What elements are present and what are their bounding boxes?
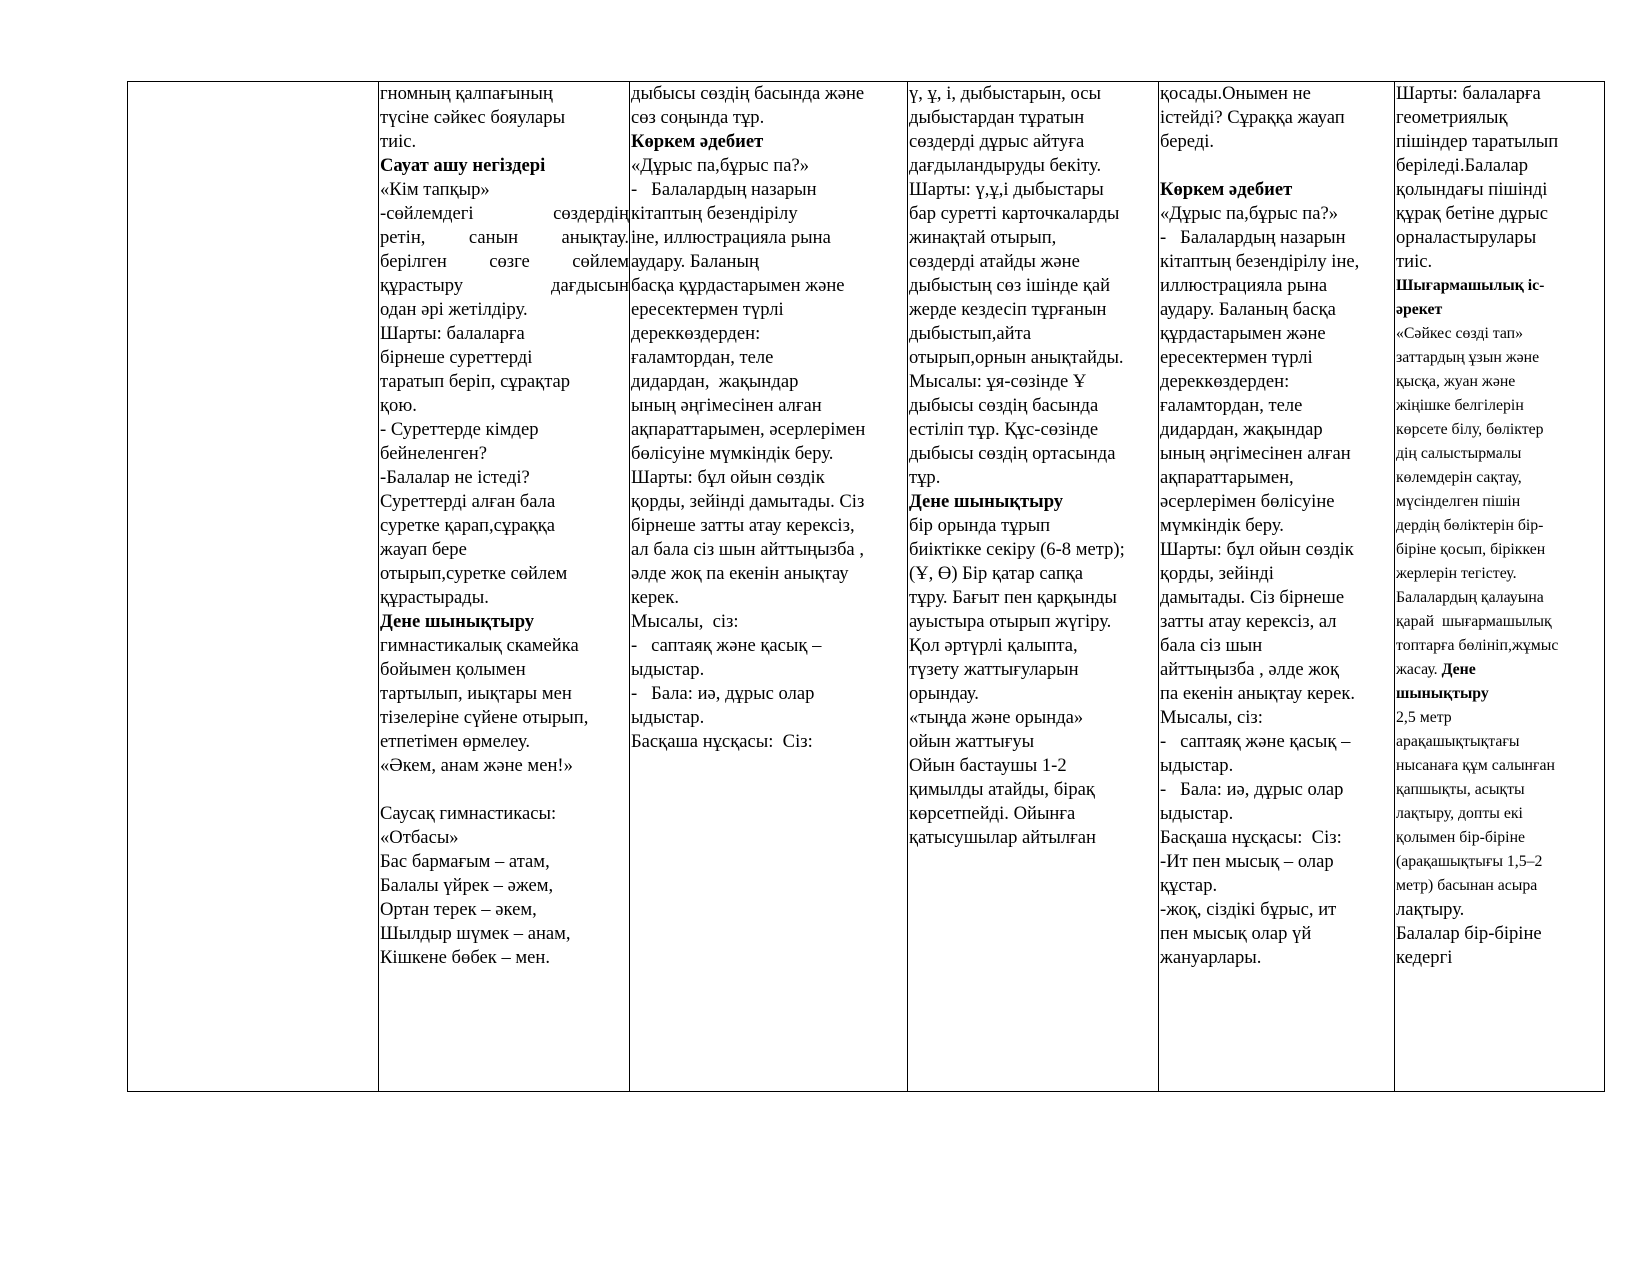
text-line: бір орында тұрып <box>909 515 1051 536</box>
text-line: дыбысы сөздің басында <box>909 395 1099 416</box>
text-line: «Кім тапқыр» <box>380 179 490 200</box>
text-line: берілген сөзге сөйлем <box>380 251 629 272</box>
text-line: ғаламтордан, теле <box>631 347 774 368</box>
text-line <box>380 778 629 802</box>
text-line: иллюстрацияла рына <box>1160 275 1328 296</box>
text-line: мүсінделген пішін <box>1396 493 1521 510</box>
text-line: қорды, зейінді дамытады. Сіз <box>631 491 865 512</box>
text-line: дереккөздерден: <box>1160 371 1290 392</box>
text-line: геометриялық <box>1396 107 1508 128</box>
text-line: орындау. <box>909 683 979 704</box>
text-line: дидардан, жақындар <box>631 371 799 392</box>
text-line: қысқа, жуан және <box>1396 373 1516 390</box>
text-line: лақтыру, допты екі <box>1396 805 1523 822</box>
text-line: (арақашықтығы 1,5–2 <box>1396 853 1543 870</box>
text-line: -жоқ, сіздікі бұрыс, ит <box>1160 899 1337 920</box>
text-line: дыбыстып,айта <box>909 323 1032 344</box>
text-line: метр) басынан асыра <box>1396 877 1538 894</box>
text-line: ақпараттарымен, әсерлерімен <box>631 419 866 440</box>
text-line: бірнеше суреттерді <box>380 347 533 368</box>
text-line: етпетімен өрмелеу. <box>380 731 530 752</box>
text-line: ересектермен түрлі <box>1160 347 1313 368</box>
text-line: Мысалы, сіз: <box>631 611 739 632</box>
text-line: құрастырады. <box>380 587 489 608</box>
text-line: Ойын бастаушы 1-2 <box>909 755 1067 776</box>
text-line: көрсетпейді. Ойынға <box>909 803 1076 824</box>
text-line: гномның қалпағының <box>380 83 553 104</box>
text-line: Сауат ашу негіздері <box>380 155 546 176</box>
text-line: Басқаша нұсқасы: Сіз: <box>631 731 813 752</box>
text-line: Қол әртүрлі қалыпта, <box>909 635 1078 656</box>
text-line: ойын жаттығуы <box>909 731 1035 752</box>
text-line: «Дұрыс па,бұрыс па?» <box>631 155 810 176</box>
text-line: құрдастарымен және <box>1160 323 1326 344</box>
text-line: шынықтыру <box>1396 685 1489 702</box>
text-line: көлемдерін сақтау, <box>1396 469 1522 486</box>
text-line: - Балалардың назарын <box>631 179 817 200</box>
text-line: қапшықты, асықты <box>1396 781 1525 798</box>
text-line: бейнеленген? <box>380 443 487 464</box>
text-line: дамытады. Сіз бірнеше <box>1160 587 1345 608</box>
text-line: құстар. <box>1160 875 1218 896</box>
text-line: «Дұрыс па,бұрыс па?» <box>1160 203 1339 224</box>
text-line: көрсете білу, бөліктер <box>1396 421 1544 438</box>
text-line: нысанаға құм салынған <box>1396 757 1555 774</box>
text-line: Көркем әдебиет <box>631 131 764 152</box>
text-line: Мысалы: ұя-сөзінде Ұ <box>909 371 1087 392</box>
text-line <box>1160 154 1394 178</box>
text-line: ының әңгімесінен алған <box>631 395 822 416</box>
text-line: лақтыру. <box>1396 899 1465 920</box>
text-line: - Бала: иә, дұрыс олар <box>1160 779 1344 800</box>
text-line: біріне қосып, біріккен <box>1396 541 1546 558</box>
text-line: Шарты: ү,ұ,і дыбыстары <box>909 179 1104 200</box>
text-line: мүмкіндік беру. <box>1160 515 1284 536</box>
text-line: ыдыстар. <box>631 659 705 680</box>
text-line: пен мысық олар үй <box>1160 923 1312 944</box>
text-line: түзету жаттығуларын <box>909 659 1079 680</box>
text-line: арақашықтықтағы <box>1396 733 1520 750</box>
text-line: - Бала: иә, дұрыс олар <box>631 683 815 704</box>
text-line: қосады.Онымен не <box>1160 83 1311 104</box>
text-line: -Ит пен мысық – олар <box>1160 851 1334 872</box>
text-line: Басқаша нұсқасы: Сіз: <box>1160 827 1342 848</box>
text-line: айттыңызба , әлде жоқ <box>1160 659 1340 680</box>
text-line: ының әңгімесінен алған <box>1160 443 1351 464</box>
text-line: ретін, санын анықтау. <box>380 227 629 248</box>
text-line: Ортан терек – әкем, <box>380 899 537 920</box>
text-line: суретке қарап,сұраққа <box>380 515 556 536</box>
text-line: бар суретті карточкаларды <box>909 203 1120 224</box>
text-line: Шылдыр шүмек – анам, <box>380 923 571 944</box>
text-line: - Балалардың назарын <box>1160 227 1346 248</box>
text-line: жауап бере <box>380 539 467 560</box>
text-line: дидардан, жақындар <box>1160 419 1323 440</box>
text-line: жіңішке белгілерін <box>1396 397 1524 414</box>
text-line: жасау. Дене <box>1396 661 1476 678</box>
text-line: Балалардың қалауына <box>1396 589 1544 606</box>
text-line: Көркем әдебиет <box>1160 179 1293 200</box>
text-line: Шарты: бұл ойын сөздік <box>631 467 825 488</box>
text-line: орналастырулары <box>1396 227 1537 248</box>
text-line: заттардың ұзын және <box>1396 349 1540 366</box>
table-row <box>128 82 1605 1092</box>
text-line: ыдыстар. <box>631 707 705 728</box>
text-line: затты атау керексіз, ал <box>1160 611 1337 632</box>
column-cell-2 <box>379 82 630 1092</box>
text-line: Суреттерді алған бала <box>380 491 556 512</box>
text-line: дағдыландыруды бекіту. <box>909 155 1102 176</box>
text-line: дыбысы сөздің басында және <box>631 83 865 104</box>
text-line: биіктікке секіру (6-8 метр); <box>909 539 1125 560</box>
text-line: «тыңда және орында» <box>909 707 1084 728</box>
column-cell-3 <box>630 82 908 1092</box>
text-line: тиіс. <box>380 131 417 152</box>
text-line: дыбысы сөздің ортасында <box>909 443 1116 464</box>
text-line: қорды, зейінді <box>1160 563 1274 584</box>
text-line: әлде жоқ па екенін анықтау <box>631 563 849 584</box>
text-line: кедергі <box>1396 947 1453 968</box>
column-cell-5 <box>1159 82 1395 1092</box>
text-line: ал бала сіз шын айттыңызба , <box>631 539 864 560</box>
text-line: бөлісуіне мүмкіндік беру. <box>631 443 834 464</box>
text-line: аудару. Баланың <box>631 251 759 272</box>
column-cell-1 <box>128 82 379 1092</box>
text-line: -сөйлемдегі сөздердің <box>380 203 629 224</box>
text-line: жинақтай отырып, <box>909 227 1057 248</box>
text-line: тұр. <box>909 467 941 488</box>
text-line: қимылды атайды, бірақ <box>909 779 1095 800</box>
text-line: керек. <box>631 587 680 608</box>
text-line: - Суреттерде кімдер <box>380 419 539 440</box>
text-line: отырып,орнын анықтайды. <box>909 347 1124 368</box>
text-line: естіліп тұр. Құс-сөзінде <box>909 419 1099 440</box>
text-line: беріледі.Балалар <box>1396 155 1529 176</box>
text-line: (Ұ, Ө) Бір қатар сапқа <box>909 563 1084 584</box>
text-line: бойымен қолымен <box>380 659 526 680</box>
text-line: жерде кездесіп тұрғанын <box>909 299 1107 320</box>
text-line: аудару. Баланың басқа <box>1160 299 1336 320</box>
text-line: Дене шынықтыру <box>380 611 535 632</box>
text-line: Мысалы, сіз: <box>1160 707 1263 728</box>
text-line: гимнастикалық скамейка <box>380 635 579 656</box>
text-line: дің салыстырмалы <box>1396 445 1522 462</box>
text-line: сөздерді атайды және <box>909 251 1080 272</box>
column-cell-4 <box>908 82 1159 1092</box>
text-line: «Отбасы» <box>380 827 459 848</box>
text-line: па екенін анықтау керек. <box>1160 683 1356 704</box>
text-line: одан әрі жетілдіру. <box>380 299 528 320</box>
text-line: - саптаяқ және қасық – <box>1160 731 1351 752</box>
text-line: қолымен бір-біріне <box>1396 829 1526 846</box>
text-line: құрақ бетіне дұрыс <box>1396 203 1548 224</box>
text-line: ыдыстар. <box>1160 803 1234 824</box>
text-line: әрекет <box>1396 301 1443 318</box>
text-line: басқа құрдастарымен және <box>631 275 845 296</box>
text-line: ыдыстар. <box>1160 755 1234 776</box>
text-line: жерлерін тегістеу. <box>1396 565 1517 582</box>
text-line: - саптаяқ және қасық – <box>631 635 822 656</box>
text-line: «Әкем, анам және мен!» <box>380 755 573 776</box>
text-line: кітаптың безендірілу <box>631 203 798 224</box>
text-line: тартылып, иықтары мен <box>380 683 572 704</box>
text-line: сөз соңында тұр. <box>631 107 765 128</box>
text-line: дердің бөліктерін бір- <box>1396 517 1544 534</box>
text-line: түсіне сәйкес бояулары <box>380 107 566 128</box>
text-line: ересектермен түрлі <box>631 299 784 320</box>
text-line: береді. <box>1160 131 1215 152</box>
text-line: Кішкене бөбек – мен. <box>380 947 551 968</box>
text-line: іне, иллюстрацияла рына <box>631 227 831 248</box>
text-line: Дене шынықтыру <box>909 491 1064 512</box>
text-line: қолындағы пішінді <box>1396 179 1548 200</box>
text-line: Балалы үйрек – әжем, <box>380 875 554 896</box>
text-line: Шарты: балаларға <box>1396 83 1541 104</box>
text-line: әсерлерімен бөлісуіне <box>1160 491 1335 512</box>
column-cell-6 <box>1395 82 1605 1092</box>
text-line: отырып,суретке сөйлем <box>380 563 568 584</box>
text-line: тұру. Бағыт пен қарқынды <box>909 587 1117 608</box>
text-line: 2,5 метр <box>1396 709 1452 726</box>
text-line: қарай шығармашылық <box>1396 613 1552 630</box>
text-line: ауыстыра отырып жүгіру. <box>909 611 1112 632</box>
text-line: «Сәйкес сөзді тап» <box>1396 325 1524 342</box>
text-line: дыбыстардан тұратын <box>909 107 1085 128</box>
text-line: топтарға бөлініп,жұмыс <box>1396 637 1559 654</box>
text-line: Бас бармағым – атам, <box>380 851 550 872</box>
text-line: дереккөздерден: <box>631 323 761 344</box>
text-line: Шығармашылық іс- <box>1396 277 1545 294</box>
text-line: дыбыстың сөз ішінде қай <box>909 275 1111 296</box>
text-line: тізелеріне сүйене отырып, <box>380 707 589 728</box>
text-line: қою. <box>380 395 417 416</box>
text-line: таратып беріп, сұрақтар <box>380 371 571 392</box>
text-line: Балалар бір-біріне <box>1396 923 1542 944</box>
text-line: істейді? Сұраққа жауап <box>1160 107 1345 128</box>
lesson-plan-table <box>127 81 1605 1092</box>
text-line: Шарты: балаларға <box>380 323 525 344</box>
text-line: сөздерді дұрыс айтуға <box>909 131 1085 152</box>
text-line: -Балалар не істеді? <box>380 467 530 488</box>
text-line: Саусақ гимнастикасы: <box>380 803 557 824</box>
text-line: құрастыру дағдысын <box>380 275 629 296</box>
text-line: ғаламтордан, теле <box>1160 395 1303 416</box>
text-line: бірнеше затты атау керексіз, <box>631 515 855 536</box>
text-line: кітаптың безендірілу іне, <box>1160 251 1360 272</box>
text-line: Шарты: бұл ойын сөздік <box>1160 539 1354 560</box>
text-line: тиіс. <box>1396 251 1433 272</box>
text-line: пішіндер таратылып <box>1396 131 1559 152</box>
text-line: қатысушылар айтылған <box>909 827 1096 848</box>
text-line: ү, ұ, і, дыбыстарын, осы <box>909 83 1101 104</box>
text-line: жануарлары. <box>1160 947 1262 968</box>
text-line: ақпараттарымен, <box>1160 467 1294 488</box>
text-line: бала сіз шын <box>1160 635 1263 656</box>
